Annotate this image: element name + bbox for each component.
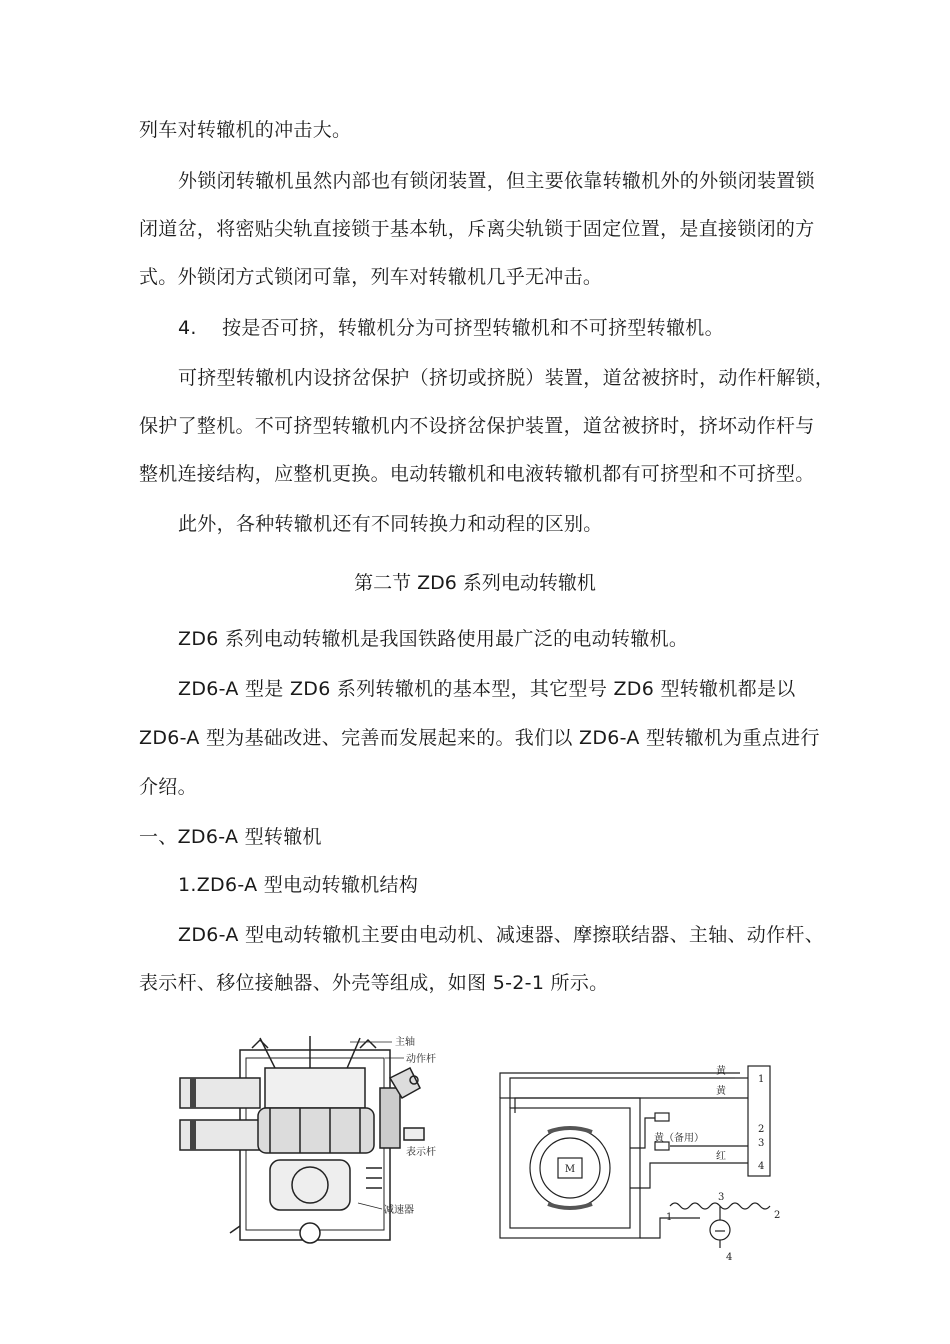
label-indicator-rod: 表示杆 bbox=[406, 1147, 436, 1158]
resistor-terminal-4: 4 bbox=[726, 1252, 733, 1263]
label-yellow-1: 黄 bbox=[716, 1066, 726, 1077]
paragraph-line: 整机连接结构，应整机更换。电动转辙机和电液转辙机都有可挤型和不可挤型。 bbox=[139, 463, 815, 485]
paragraph-line: 外锁闭转辙机虽然内部也有锁闭装置，但主要依靠转辙机外的外锁闭装置锁 bbox=[178, 170, 815, 192]
section-title: 第二节 ZD6 系列电动转辙机 bbox=[354, 572, 596, 594]
terminal-3: 3 bbox=[758, 1138, 765, 1149]
paragraph-line: ZD6 系列电动转辙机是我国铁路使用最广泛的电动转辙机。 bbox=[178, 628, 689, 650]
terminal-4: 4 bbox=[758, 1161, 765, 1172]
label-main-shaft: 主轴 bbox=[395, 1037, 415, 1048]
resistor-terminal-2: 2 bbox=[774, 1210, 781, 1221]
paragraph-line: 式。外锁闭方式锁闭可靠，列车对转辙机几乎无冲击。 bbox=[139, 266, 603, 288]
label-red: 红 bbox=[716, 1151, 726, 1162]
figure-5-2-1 bbox=[170, 1028, 810, 1268]
paragraph-line: 表示杆、移位接触器、外壳等组成，如图 5-2-1 所示。 bbox=[139, 972, 609, 994]
terminal-1: 1 bbox=[758, 1074, 765, 1085]
paragraph-line: ZD6-A 型为基础改进、完善而发展起来的。我们以 ZD6-A 型转辙机为重点进行 bbox=[139, 727, 820, 749]
paragraph-line: 4. 按是否可挤，转辙机分为可挤型转辙机和不可挤型转辙机。 bbox=[178, 317, 724, 339]
label-action-rod: 动作杆 bbox=[406, 1054, 436, 1065]
paragraph-line: 可挤型转辙机内设挤岔保护（挤切或挤脱）装置，道岔被挤时，动作杆解锁， bbox=[178, 367, 835, 389]
heading-level2: 1.ZD6-A 型电动转辙机结构 bbox=[178, 874, 419, 896]
figure-drawing bbox=[170, 1028, 810, 1268]
label-motor: M bbox=[564, 1164, 576, 1175]
heading-level1: 一、ZD6-A 型转辙机 bbox=[139, 826, 322, 848]
label-yellow-spare: 黄（备用） bbox=[654, 1133, 704, 1144]
circuit-diagram bbox=[500, 1066, 770, 1248]
paragraph-line: ZD6-A 型是 ZD6 系列转辙机的基本型，其它型号 ZD6 型转辙机都是以 bbox=[178, 678, 796, 700]
resistor-terminal-1: 1 bbox=[666, 1212, 673, 1223]
paragraph-line: 闭道岔，将密贴尖轨直接锁于基本轨，斥离尖轨锁于固定位置，是直接锁闭的方 bbox=[139, 218, 815, 240]
paragraph-line: 此外，各种转辙机还有不同转换力和动程的区别。 bbox=[178, 513, 603, 535]
terminal-2: 2 bbox=[758, 1124, 765, 1135]
label-yellow-2: 黄 bbox=[716, 1086, 726, 1097]
paragraph-line: 介绍。 bbox=[139, 776, 197, 798]
resistor-terminal-3: 3 bbox=[718, 1192, 725, 1203]
label-reducer: 减速器 bbox=[384, 1205, 414, 1216]
paragraph-line: 列车对转辙机的冲击大。 bbox=[139, 119, 352, 141]
paragraph-line: 保护了整机。不可挤型转辙机内不设挤岔保护装置，道岔被挤时，挤坏动作杆与 bbox=[139, 415, 815, 437]
paragraph-line: ZD6-A 型电动转辙机主要由电动机、减速器、摩擦联结器、主轴、动作杆、 bbox=[178, 924, 825, 946]
